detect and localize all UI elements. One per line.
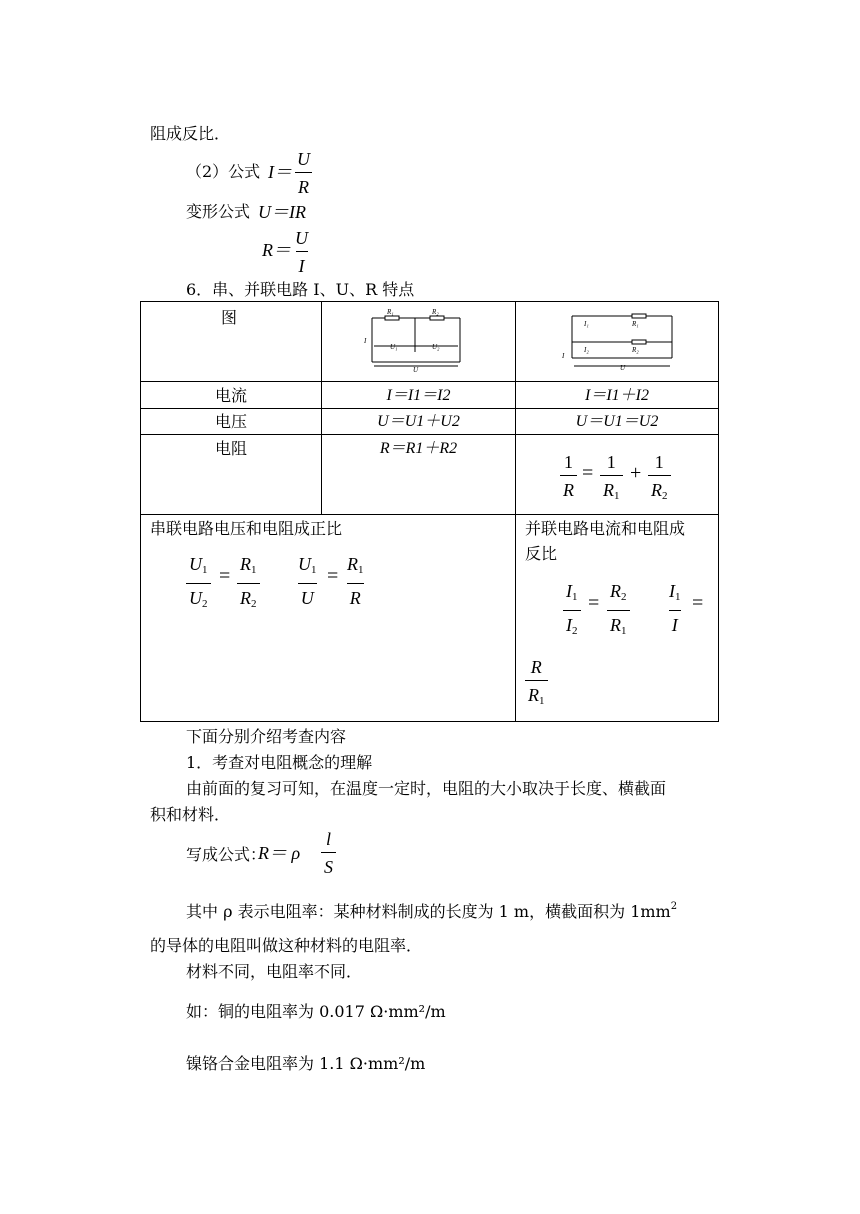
series-circuit-diagram (360, 306, 472, 376)
r-denominator: I (296, 251, 308, 277)
resistivity-fraction (321, 828, 336, 878)
resistivity-formula-lhs: R＝ ρ (258, 843, 301, 863)
parallel-r2-label: R₂ (632, 346, 639, 354)
r-numerator: U (295, 228, 308, 248)
series-i-label: I (364, 337, 367, 345)
formula-numerator: U (297, 149, 310, 169)
r-formula-lhs: R＝ (262, 240, 291, 260)
heading-1: 1．考查对电阻概念的理解 (186, 753, 373, 772)
parallel-i-label: I (562, 352, 565, 360)
series-current: I＝I1＝I2 (386, 387, 451, 404)
parallel-ratio-note-1: 并联电路电流和电阻成 (525, 519, 686, 538)
parallel-r1-label: R₁ (632, 320, 639, 328)
row-label-resistance: 电阻 (215, 439, 248, 458)
series-u-label: U (413, 366, 419, 374)
parallel-current: I＝I1＋I2 (585, 387, 649, 404)
row-label-current: 电流 (215, 386, 248, 405)
series-r1-label: R₁ (387, 308, 394, 316)
intro-line: 阻成反比． (150, 124, 231, 143)
paragraph-materials: 材料不同，电阻率不同． (186, 962, 363, 981)
resistivity-denominator: S (321, 852, 336, 878)
example-copper: 如：铜的电阻率为 0.017 Ω·mm²/m (186, 1002, 446, 1021)
paragraph-resistance-a: 由前面的复习可知，在温度一定时，电阻的大小取决于长度、横截面 (186, 779, 667, 798)
row-label-diagram: 图 (221, 308, 238, 327)
series-u1-label: U₁ (390, 343, 398, 351)
r-formula-fraction (292, 227, 311, 277)
formula-denominator: R (295, 172, 312, 198)
paragraph-resistivity-a: 其中 ρ 表示电阻率：某种材料制成的长度为 1 m，横截面积为 $1mm^2$ (186, 901, 678, 921)
parallel-ratio-note-2: 反比 (525, 544, 558, 563)
parallel-i2-label: I₂ (584, 346, 589, 354)
series-ratio-note: 串联电路电压和电阻成正比 (150, 519, 343, 538)
parallel-voltage: U＝U1＝U2 (575, 413, 659, 430)
paragraph-resistivity-b: 的导体的电阻叫做这种材料的电阻率． (150, 936, 423, 955)
resistivity-numerator: l (325, 829, 331, 849)
example-nichrome: 镍铬合金电阻率为 1.1 Ω·mm²/m (186, 1054, 426, 1073)
section-6-title: 6．串、并联电路 I、U、R 特点 (186, 280, 415, 299)
series-u2-label: U₂ (432, 343, 440, 351)
variant-formula: U＝IR (258, 202, 306, 222)
variant-label: 变形公式 (186, 202, 251, 221)
parallel-i1-label: I₁ (584, 320, 589, 328)
series-voltage: U＝U1＋U2 (377, 413, 460, 430)
paragraph-resistance-b: 积和材料． (150, 805, 231, 824)
series-resistance: R＝R1＋R2 (379, 440, 458, 457)
paragraph-intro: 下面分别介绍考查内容 (186, 727, 347, 746)
parallel-u-label: U (620, 364, 626, 372)
series-r2-label: R₂ (432, 308, 439, 316)
formula-prefix: （2）公式 (186, 162, 261, 181)
resistivity-formula-prefix: 写成公式： (186, 845, 267, 864)
parallel-circuit-diagram (560, 308, 678, 374)
formula-fraction (294, 148, 313, 198)
row-label-voltage: 电压 (215, 412, 248, 431)
formula-lhs: I＝ (268, 162, 292, 182)
